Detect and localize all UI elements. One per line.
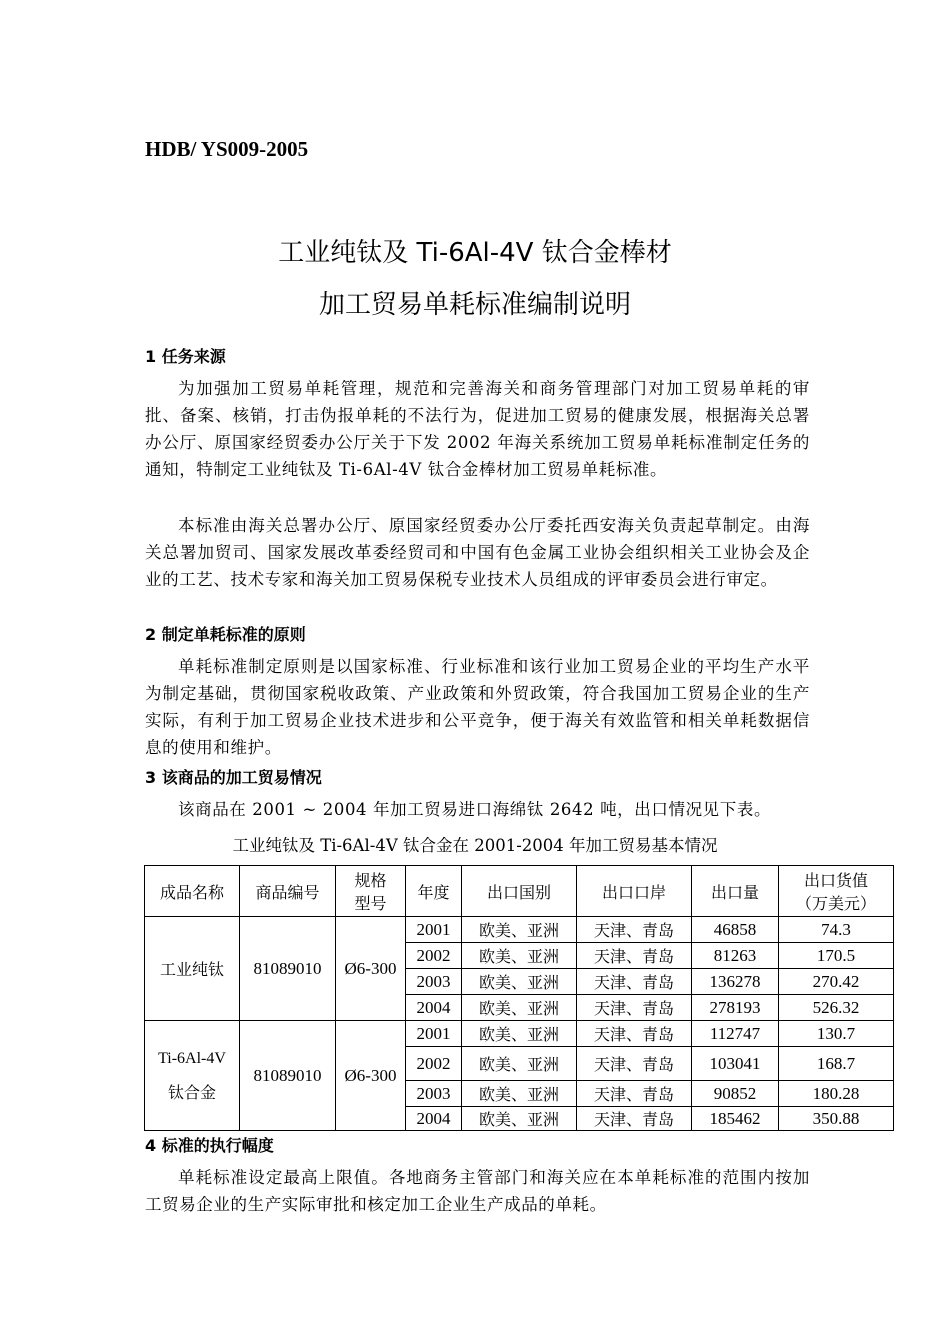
country-cell: 欧美、亚洲 — [462, 917, 577, 943]
country-cell: 欧美、亚洲 — [462, 995, 577, 1021]
header-value: 出口货值 （万美元） — [779, 866, 894, 917]
quantity-cell: 278193 — [692, 995, 779, 1021]
document-code: HDB/ YS009-2005 — [145, 137, 309, 161]
quantity-cell: 112747 — [692, 1021, 779, 1047]
value-cell: 168.7 — [779, 1047, 894, 1081]
year-cell: 2001 — [406, 917, 462, 943]
header-country: 出口国别 — [462, 866, 577, 917]
product-code-cell: 81089010 — [240, 917, 336, 1021]
table-row — [145, 1021, 894, 1047]
port-cell: 天津、青岛 — [577, 995, 692, 1021]
section-3-paragraph-1: 该商品在 2001 ~ 2004 年加工贸易进口海绵钛 2642 吨，出口情况见下表。 — [178, 800, 772, 819]
year-cell: 2001 — [406, 1021, 462, 1047]
country-cell: 欧美、亚洲 — [462, 1107, 577, 1131]
country-cell: 欧美、亚洲 — [462, 1021, 577, 1047]
country-cell: 欧美、亚洲 — [462, 969, 577, 995]
quantity-cell: 136278 — [692, 969, 779, 995]
year-cell: 2004 — [406, 995, 462, 1021]
value-cell: 180.28 — [779, 1081, 894, 1107]
port-cell: 天津、青岛 — [577, 1081, 692, 1107]
document-title-line2: 加工贸易单耗标准编制说明 — [318, 290, 631, 320]
section-1-paragraph-1: 为加强加工贸易单耗管理，规范和完善海关和商务管理部门对加工贸易单耗的审批、备案、核销，打击伪报单耗的不法行为，促进加工贸易的健康发展，根据海关总署办公厅、原国家经贸委办公厅关于下发 2002 年海关系统加工贸易单耗标准制定任务的通知，特制定工业纯钛及 Ti-6Al-4V 钛合金棒材加工贸易单耗标准。 — [145, 379, 810, 479]
year-cell: 2002 — [406, 943, 462, 969]
year-cell: 2002 — [406, 1047, 462, 1081]
section-2-paragraph-1: 单耗标准制定原则是以国家标准、行业标准和该行业加工贸易企业的平均生产水平为制定基础，贯彻国家税收政策、产业政策和外贸政策，符合我国加工贸易企业的生产实际，有利于加工贸易企业技术进步和公平竞争，便于海关有效监管和相关单耗数据信息的使用和维护。 — [145, 657, 810, 757]
quantity-cell: 185462 — [692, 1107, 779, 1131]
section-3-heading: 3 该商品的加工贸易情况 — [145, 768, 322, 787]
port-cell: 天津、青岛 — [577, 1021, 692, 1047]
section-4-paragraph-1: 单耗标准设定最高上限值。各地商务主管部门和海关应在本单耗标准的范围内按加工贸易企业的生产实际审批和核定加工企业生产成品的单耗。 — [145, 1168, 810, 1214]
header-year: 年度 — [406, 866, 462, 917]
spec-cell: Ø6-300 — [336, 1021, 406, 1131]
value-cell: 526.32 — [779, 995, 894, 1021]
value-cell: 270.42 — [779, 969, 894, 995]
header-product-name: 成品名称 — [145, 866, 240, 917]
header-quantity: 出口量 — [692, 866, 779, 917]
section-1-heading: 1 任务来源 — [145, 347, 226, 366]
quantity-cell: 46858 — [692, 917, 779, 943]
value-cell: 170.5 — [779, 943, 894, 969]
spec-cell: Ø6-300 — [336, 917, 406, 1021]
value-cell: 350.88 — [779, 1107, 894, 1131]
table-header-row — [145, 866, 894, 917]
section-1-paragraph-2: 本标准由海关总署办公厅、原国家经贸委办公厅委托西安海关负责起草制定。由海关总署加贸司、国家发展改革委经贸司和中国有色金属工业协会组织相关工业协会及企业的工艺、技术专家和海关加工贸易保税专业技术人员组成的评审委员会进行审定。 — [145, 516, 810, 589]
country-cell: 欧美、亚洲 — [462, 1047, 577, 1081]
port-cell: 天津、青岛 — [577, 969, 692, 995]
document-title-line1: 工业纯钛及 Ti-6Al-4V 钛合金棒材 — [278, 238, 672, 268]
product-code-cell: 81089010 — [240, 1021, 336, 1131]
header-product-code: 商品编号 — [240, 866, 336, 917]
port-cell: 天津、青岛 — [577, 1047, 692, 1081]
product-name-cell: 工业纯钛 — [145, 917, 240, 1021]
year-cell: 2003 — [406, 1081, 462, 1107]
year-cell: 2004 — [406, 1107, 462, 1131]
header-port: 出口口岸 — [577, 866, 692, 917]
section-4-heading: 4 标准的执行幅度 — [145, 1136, 274, 1155]
country-cell: 欧美、亚洲 — [462, 943, 577, 969]
quantity-cell: 103041 — [692, 1047, 779, 1081]
quantity-cell: 90852 — [692, 1081, 779, 1107]
value-cell: 74.3 — [779, 917, 894, 943]
port-cell: 天津、青岛 — [577, 917, 692, 943]
quantity-cell: 81263 — [692, 943, 779, 969]
country-cell: 欧美、亚洲 — [462, 1081, 577, 1107]
table-row — [145, 917, 894, 943]
year-cell: 2003 — [406, 969, 462, 995]
header-spec: 规格 型号 — [336, 866, 406, 917]
table-caption: 工业纯钛及 Ti-6Al-4V 钛合金在 2001-2004 年加工贸易基本情况 — [232, 836, 718, 855]
port-cell: 天津、青岛 — [577, 1107, 692, 1131]
section-2-heading: 2 制定单耗标准的原则 — [145, 625, 306, 644]
product-name-cell: Ti-6Al-4V 钛合金 — [145, 1021, 240, 1131]
port-cell: 天津、青岛 — [577, 943, 692, 969]
trade-data-table — [144, 865, 894, 1131]
value-cell: 130.7 — [779, 1021, 894, 1047]
